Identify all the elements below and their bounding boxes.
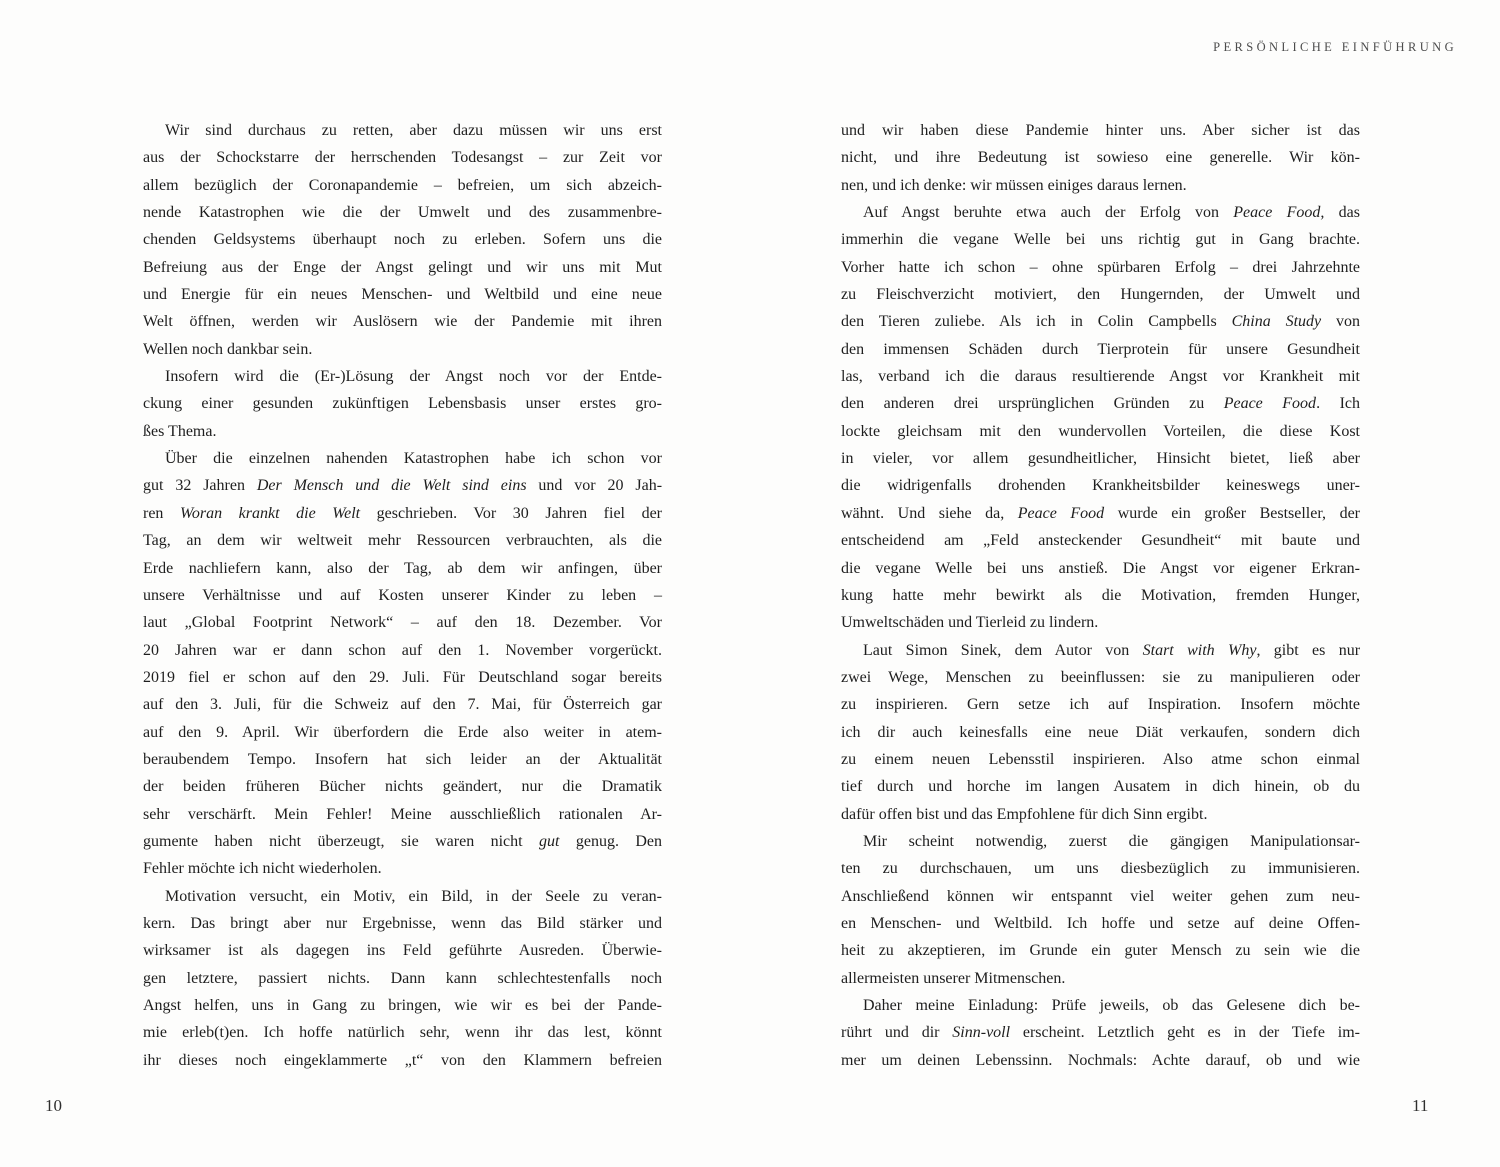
text-line: wähnt. Und siehe da, Peace Food wurde ein großer Bestseller, der [841,504,1360,522]
text-line: zu Fleischverzicht motiviert, den Hungernden, der Umwelt und [841,286,1360,304]
text-line: nen, und ich denke: wir müssen einiges daraus lernen. [841,176,1187,194]
text-line: die vegane Welle bei uns anstieß. Die Angst vor eigener Erkran- [841,559,1360,577]
text-line: nende Katastrophen wie die der Umwelt und des zusammenbre- [143,204,662,222]
text-line: Umweltschäden und Tierleid zu lindern. [841,614,1099,632]
text-line: auf den 3. Juli, für die Schweiz auf den 7. Mai, für Österreich gar [143,696,662,714]
text-line: in vieler, vor allem gesundheitlicher, Hinsicht bietet, ließ aber [841,450,1360,468]
paragraph [841,199,1360,637]
text-line: kern. Das bringt aber nur Ergebnisse, wenn das Bild stärker und [143,914,662,932]
text-line: Wellen noch dankbar sein. [143,340,313,358]
text-line: Fehler möchte ich nicht wiederholen. [143,860,382,878]
text-line: entscheidend am „Feld ansteckender Gesundheit“ mit baute und [841,532,1360,550]
text-line: Vorher hatte ich schon – ohne spürbaren Erfolg – drei Jahrzehnte [841,258,1360,276]
text-line: aus der Schockstarre der herrschenden Todesangst – zur Zeit vor [143,149,662,167]
text-line: nicht, und ihre Bedeutung ist sowieso eine generelle. Wir kön- [841,149,1360,167]
text-line: den Tieren zuliebe. Als ich in Colin Campbells China Study von [841,313,1361,331]
text-line: lockte gleichsam mit den wundervollen Vorteilen, die diese Kost [841,422,1360,440]
text-line: Daher meine Einladung: Prüfe jeweils, ob das Gelesene dich be- [863,997,1360,1014]
text-line: ßes Thema. [143,422,217,440]
text-line: zwei Wege, Menschen zu beeinflussen: sie zu manipulieren oder [841,668,1360,686]
text-line: mer um deinen Lebenssinn. Nochmals: Achte darauf, ob und wie [841,1051,1360,1069]
left-page-text-column [143,117,662,1074]
paragraph [841,117,1360,199]
text-line: heit zu akzeptieren, im Grunde ein guter Mensch zu sein wie die [841,942,1360,960]
text-line: Laut Simon Sinek, dem Autor von Start with Why, gibt es nur [863,641,1361,659]
paragraph [841,637,1360,828]
text-line: die widrigenfalls drohenden Krankheitsbilder keineswegs uner- [841,477,1360,495]
text-line: rührt und dir Sinn-voll erscheint. Letztlich geht es in der Tiefe im- [841,1024,1360,1042]
page-number-right: 11 [1412,1096,1429,1115]
text-line: Über die einzelnen nahenden Katastrophen habe ich schon vor [165,450,662,468]
text-line: gumente haben nicht überzeugt, sie waren nicht gut genug. Den [143,832,663,850]
paragraph [841,992,1360,1074]
text-line: ich dir auch keinesfalls eine neue Diät verkaufen, sondern dich [841,723,1360,741]
text-line: sehr verschärft. Mein Fehler! Meine ausschließlich rationalen Ar- [143,805,662,823]
paragraph [143,445,662,883]
paragraph [143,363,662,445]
text-line: zu inspirieren. Gern setze ich auf Inspiration. Insofern möchte [841,696,1360,714]
text-line: gen letztere, passiert nichts. Dann kann schlechtestenfalls noch [143,969,662,987]
text-line: mie erleb(t)en. Ich hoffe natürlich sehr, wenn ihr das lest, könnt [143,1024,662,1042]
text-line: dafür offen bist und das Empfohlene für dich Sinn ergibt. [841,805,1208,823]
text-line: Welt öffnen, werden wir Auslösern wie der Pandemie mit ihren [143,313,662,331]
paragraph [143,883,662,1074]
text-line: allem bezüglich der Coronapandemie – befreien, um sich abzeich- [143,176,662,194]
text-line: kung hatte mehr bewirkt als die Motivation, fremden Hunger, [841,586,1360,604]
text-line: den immensen Schäden durch Tierprotein für unsere Gesundheit [841,340,1360,358]
text-line: las, verband ich die daraus resultierende Angst vor Krankheit mit [841,368,1360,386]
text-line: immerhin die vegane Welle bei uns richtig gut in Gang brachte. [841,231,1360,249]
text-line: Auf Angst beruhte etwa auch der Erfolg von Peace Food, das [863,204,1360,222]
text-line: Insofern wird die (Er-)Lösung der Angst noch vor der Entde- [165,368,662,386]
text-line: wirksamer ist als dagegen ins Feld geführte Ausreden. Überwie- [143,942,662,960]
right-page-text-column [841,117,1360,1074]
text-line: 20 Jahren war er dann schon auf den 1. November vorgerückt. [143,641,662,659]
text-line: gut 32 Jahren Der Mensch und die Welt sind eins und vor 20 Jah- [143,477,663,495]
text-line: zu einem neuen Lebensstil inspirieren. Also atme schon einmal [841,750,1360,768]
page-number-left: 10 [45,1096,62,1115]
text-line: den anderen drei ursprünglichen Gründen zu Peace Food. Ich [841,395,1360,413]
text-line: und wir haben diese Pandemie hinter uns. Aber sicher ist das [841,122,1360,139]
text-line: 2019 fiel er schon auf den 29. Juli. Für Deutschland sogar bereits [143,668,662,686]
text-line: ihr dieses noch eingeklammerte „t“ von den Klammern befreien [143,1051,662,1069]
text-line: Erde nachliefern kann, also der Tag, ab dem wir anfingen, über [143,559,662,577]
text-line: Tag, an dem wir weltweit mehr Ressourcen verbrauchten, als die [143,532,662,550]
text-line: Anschließend können wir entspannt viel weiter gehen zum neu- [841,887,1360,905]
text-line: beraubendem Tempo. Insofern hat sich leider an der Aktualität [143,750,662,768]
text-line: auf den 9. April. Wir überfordern die Erde also weiter in atem- [143,723,662,741]
paragraph [143,117,662,363]
text-line: Wir sind durchaus zu retten, aber dazu müssen wir uns erst [165,122,662,139]
text-line: Motivation versucht, ein Motiv, ein Bild, in der Seele zu veran- [165,887,662,905]
text-line: en Menschen- und Weltbild. Ich hoffe und setze auf deine Offen- [841,914,1360,932]
text-line: ren Woran krankt die Welt geschrieben. Vor 30 Jahren fiel der [143,504,663,522]
text-line: ten zu durchschauen, um uns diesbezüglich zu immunisieren. [841,860,1360,878]
text-line: allermeisten unserer Mitmenschen. [841,969,1066,987]
text-line: chenden Geldsystems überhaupt noch zu erleben. Sofern uns die [143,231,662,249]
text-line: Befreiung aus der Enge der Angst gelingt und wir uns mit Mut [143,258,662,276]
paragraph [841,828,1360,992]
text-line: und Energie für ein neues Menschen- und Weltbild und eine neue [143,286,662,304]
text-line: Mir scheint notwendig, zuerst die gängigen Manipulationsar- [863,832,1360,850]
text-line: tief durch und horche im langen Ausatem in dich hinein, ob du [841,778,1360,796]
text-line: laut „Global Footprint Network“ – auf den 18. Dezember. Vor [143,614,662,632]
text-line: ckung einer gesunden zukünftigen Lebensbasis unser erstes gro- [143,395,662,413]
text-line: unsere Verhältnisse und auf Kosten unserer Kinder zu leben – [143,586,662,604]
text-line: der beiden früheren Bücher nichts geändert, nur die Dramatik [143,778,662,796]
running-header: PERSÖNLICHE EINFÜHRUNG [1213,40,1457,54]
text-line: Angst helfen, uns in Gang zu bringen, wie wir es bei der Pande- [143,997,662,1014]
